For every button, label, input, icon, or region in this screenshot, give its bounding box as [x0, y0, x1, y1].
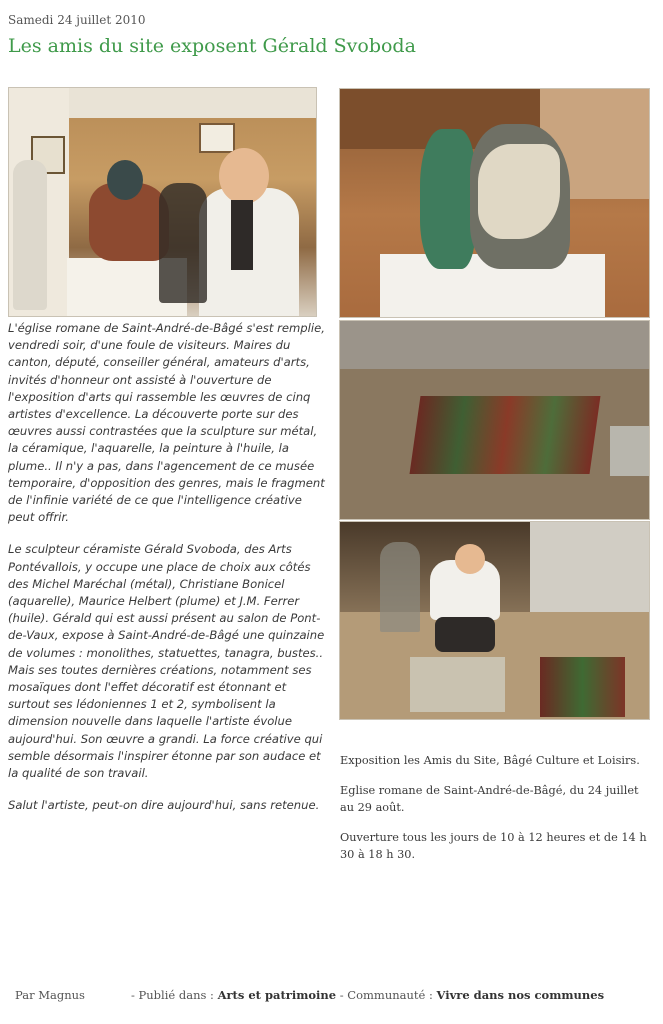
article-body	[8, 320, 326, 829]
info-organizers: Exposition les Amis du Site, Bâgé Culture et Loisirs.	[340, 754, 640, 767]
photo-mosaic-floor	[339, 320, 650, 520]
published-prefix: - Publié dans :	[131, 988, 214, 1002]
article-title[interactable]: Les amis du site exposent Gérald Svoboda	[8, 35, 416, 57]
info-venue-dates: Eglise romane de Saint-André-de-Bâgé, du 24 juillet au 29 août.	[340, 784, 639, 814]
article-paragraph-2: Le sculpteur céramiste Gérald Svoboda, des Arts Pontévallois, y occupe une place de choix aux côtés des Michel Maréchal (métal), Christiane Bonicel (aquarelle), Maurice Helbert (plume) et J.M. Ferrer (huile). Gérald qui est aussi présent au salon de Pont-de-Vaux, expose à Saint-André-de-Bâgé une quinzaine de volumes : monolithes, statuettes, tanagra, bustes.. Mais ses toutes dernières créations, notamment ses mosaïques dont l'effet décoratif est étonnant et surtout ses lédoniennes 1 et 2, symbolisent la dimension nouvelle dans laquelle l'artiste évolue aujourd'hui. Son œuvre a grandi. La force créative qui semble désormais l'inspirer étonne par son audace et la qualité de son travail.	[8, 542, 325, 781]
publication-info	[131, 988, 604, 1002]
exhibition-info	[340, 752, 650, 876]
info-hours: Ouverture tous les jours de 10 à 12 heures et de 14 h 30 à 18 h 30.	[340, 831, 647, 861]
article-paragraph-3: Salut l'artiste, peut-on dire aujourd'hui, sans retenue.	[8, 798, 320, 813]
article-paragraph-1: L'église romane de Saint-André-de-Bâgé s'est remplie, vendredi soir, d'une foule de visiteurs. Maires du canton, député, conseiller général, amateurs d'arts, invités d'honneur ont assisté à l'ouverture de l'exposition d'arts qui rassemble les œuvres de cinq artistes d'excellence. La découverte porte sur des œuvres aussi contrastées que la sculpture sur métal, la céramique, l'aquarelle, la peinture à l'huile, la plume.. Il n'y a pas, dans l'agencement de ce musée temporaire, d'opposition des genres, mais le fragment de l'infinie variété de ce que l'intelligence créative peut offrir.	[8, 321, 325, 525]
photo-ceramic-busts	[339, 88, 650, 318]
article-date: Samedi 24 juillet 2010	[8, 13, 146, 27]
photo-artist-kneeling	[339, 521, 650, 720]
community-link[interactable]: Vivre dans nos communes	[436, 988, 605, 1002]
author-byline: Par Magnus	[15, 988, 85, 1002]
community-prefix: - Communauté :	[339, 988, 433, 1002]
category-link[interactable]: Arts et patrimoine	[217, 988, 337, 1002]
photo-artist-with-sculpture	[8, 87, 317, 317]
